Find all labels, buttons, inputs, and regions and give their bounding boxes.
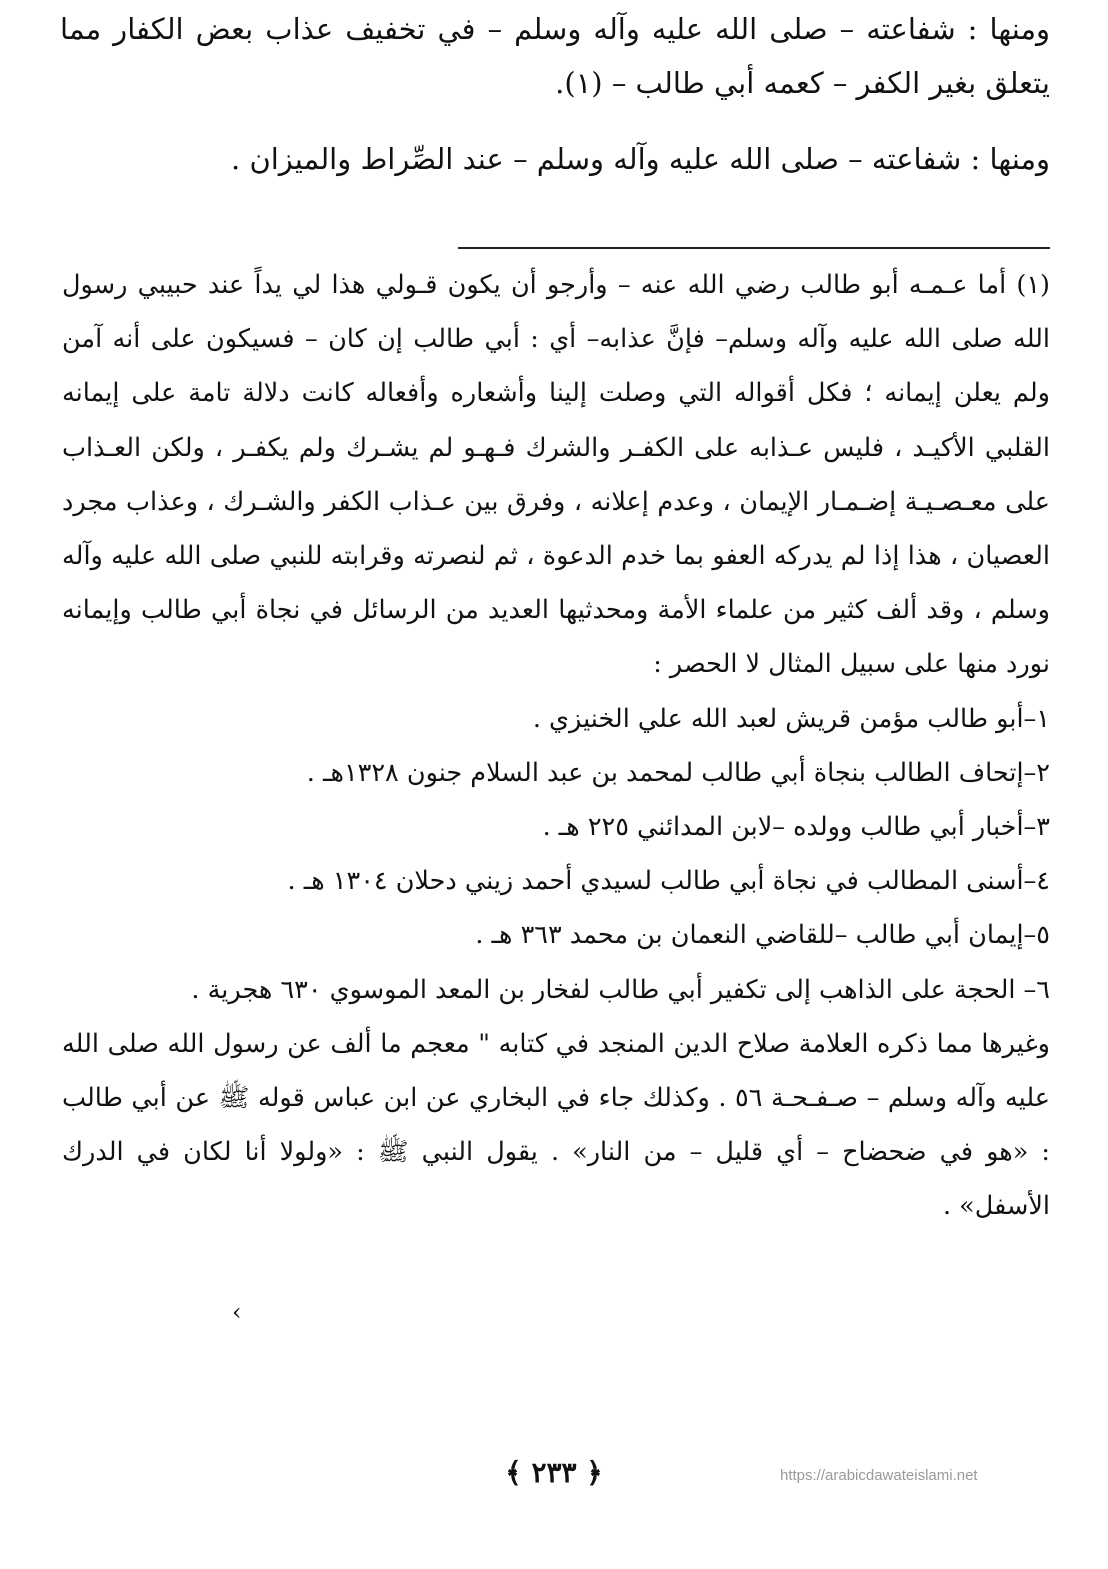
list-item: ٢–إتحاف الطالب بنجاة أبي طالب لمحمد بن عبد السلام جنون ١٣٢٨هـ . <box>306 757 1050 788</box>
page-number: ﴿ ٢٣٣ ﴾ <box>505 1456 603 1489</box>
footnote-closing: وغيرها مما ذكره العلامة صلاح الدين المنجد في كتابه " معجم ما ألف عن رسول الله صلى الله عليه وآله وسلم – صـفـحـة ٥٦ . وكذلك جاء في البخاري عن ابن عباس قوله ﷺ عن أبي طالب : «هو في ضحضاح – أي قليل – من النار» . يقول النبي ﷺ : «ولولا أنا لكان في الدرك الأسفل» . <box>62 1028 1050 1222</box>
footnote-intro: (١) أما عـمـه أبو طالب رضي الله عنه – وأرجو أن يكون قـولي هذا لي يداً عند حبيبي رسول الله صلى الله عليه وآله وسلم– فإنَّ عذابه– أي : أبي طالب إن كان – فسيكون على أنه آمن ولم يعلن إيمانه ؛ فكل أقواله التي وصلت إلينا وأشعاره وأفعاله كانت دلالة تامة على إيمانه القلبي الأكيـد ، فليس عـذابه على الكفـر والشرك فـهـو لم يشـرك ولم يكفـر ، ولكن العـذاب على معـصـيـة إضـمـار الإيمان ، وعدم إعلانه ، وفرق بين عـذاب الكفر والشـرك ، وعذاب مجرد العصيان ، هذا إذا لم يدركه العفو بما خدم الدعوة ، ثم لنصرته وقرابته للنبي صلى الله عليه وآله وسلم ، وقد ألف كثير من علماء الأمة ومحدثيها العديد من الرسائل في نجاة أبي طالب وإيمانه نورد منها على سبيل المثال لا الحصر : <box>62 270 1050 680</box>
list-item: ٣–أخبار أبي طالب وولده –لابن المدائني ٢٢٥ هـ . <box>542 812 1050 843</box>
list-item: ٥–إيمان أبي طالب –للقاضي النعمان بن محمد ٣٦٣ هـ . <box>475 920 1050 951</box>
footnote-list <box>62 692 1050 1017</box>
list-item: ٦– الحجة على الذاهب إلى تكفير أبي طالب لفخار بن المعد الموسوي ٦٣٠ هجرية . <box>191 974 1050 1005</box>
main-text <box>60 2 1050 186</box>
list-item: ٤–أسنى المطالب في نجاة أبي طالب لسيدي أحمد زيني دحلان ١٣٠٤ هـ . <box>287 866 1050 897</box>
footnote-separator <box>458 247 1050 249</box>
main-paragraph: ومنها : شفاعته – صلى الله عليه وآله وسلم – عند الصِّراط والميزان . <box>231 142 1050 176</box>
watermark-url: https://arabicdawateislami.net <box>780 1467 978 1484</box>
stray-mark: › <box>232 1298 242 1326</box>
list-item: ١–أبو طالب مؤمن قريش لعبد الله علي الخنيزي . <box>532 703 1050 734</box>
main-paragraph: ومنها : شفاعته – صلى الله عليه وآله وسلم – في تخفيف عذاب بعض الكفار مما يتعلق بغير الكفر – كعمه أبي طالب – (١). <box>60 12 1050 100</box>
footnote-block <box>62 258 1050 1234</box>
